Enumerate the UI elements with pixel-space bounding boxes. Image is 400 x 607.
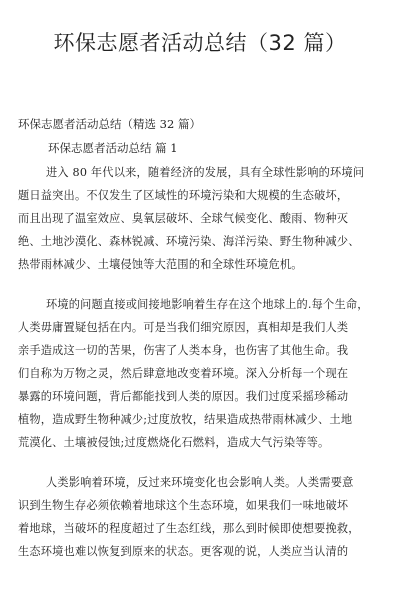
paragraph-1-line-2: 题日益突出。不仅发生了区域性的环境污染和大规模的生态破坏， [18, 189, 349, 202]
paragraph-3-line-1: 人类影响着环境，反过来环境变化也会影响人类。人类需要意 [46, 476, 354, 489]
paragraph-2-line-2: 人类毋庸置疑包括在内。可是当我们细究原因，真相却是我们人类 [18, 321, 349, 334]
page-title: 环保志愿者活动总结（32 篇） [53, 31, 347, 55]
paragraph-1-line-1: 进入 80 年代以来，随着经济的发展，具有全球性影响的环境问 [46, 166, 365, 179]
paragraph-1-line-4: 绝、土地沙漠化、森林锐减、环境污染、海洋污染、野生物种减少、 [18, 235, 360, 248]
paragraph-2-line-7: 荒漠化、土壤被侵蚀;过度燃烧化石燃料，造成大气污染等等。 [18, 436, 330, 449]
paragraph-3-line-3: 着地球，当破坏的程度超过了生态红线，那么到时候即使想要挽救， [18, 522, 360, 535]
paragraph-1-line-3: 而且出现了温室效应、臭氧层破坏、全球气候变化、酸雨、物种灭 [18, 212, 349, 225]
document-subtitle: 环保志愿者活动总结（精选 32 篇） [18, 117, 201, 131]
paragraph-2-line-6: 植物，造成野生物种减少;过度放牧，结果造成热带雨林减少、土地 [18, 413, 353, 426]
paragraph-3-line-4: 生态环境也难以恢复到原来的状态。更客观的说，人类应当认清的 [18, 545, 349, 558]
paragraph-1-line-5: 热带雨林减少、土壤侵蚀等大范围的和全球性环境危机。 [18, 258, 303, 271]
paragraph-2-line-4: 们自称为万物之灵，然后肆意地改变着环境。深入分析每一个现在 [18, 367, 349, 380]
section-heading: 环保志愿者活动总结 篇 1 [48, 141, 178, 155]
paragraph-2-line-5: 暴露的环境问题，背后都能找到人类的原因。我们过度采摇珍稀动 [18, 390, 349, 403]
paragraph-2-line-1: 环境的问题直接或间接地影响着生存在这个地球上的.每个生命， [46, 298, 369, 311]
paragraph-2-line-3: 亲手造成这一切的苦果，伤害了人类本身，也伤害了其他生命。我 [18, 344, 349, 357]
paragraph-3-line-2: 识到生物生存必须依赖着地球这个生态环境，如果我们一味地破坏 [18, 499, 349, 512]
